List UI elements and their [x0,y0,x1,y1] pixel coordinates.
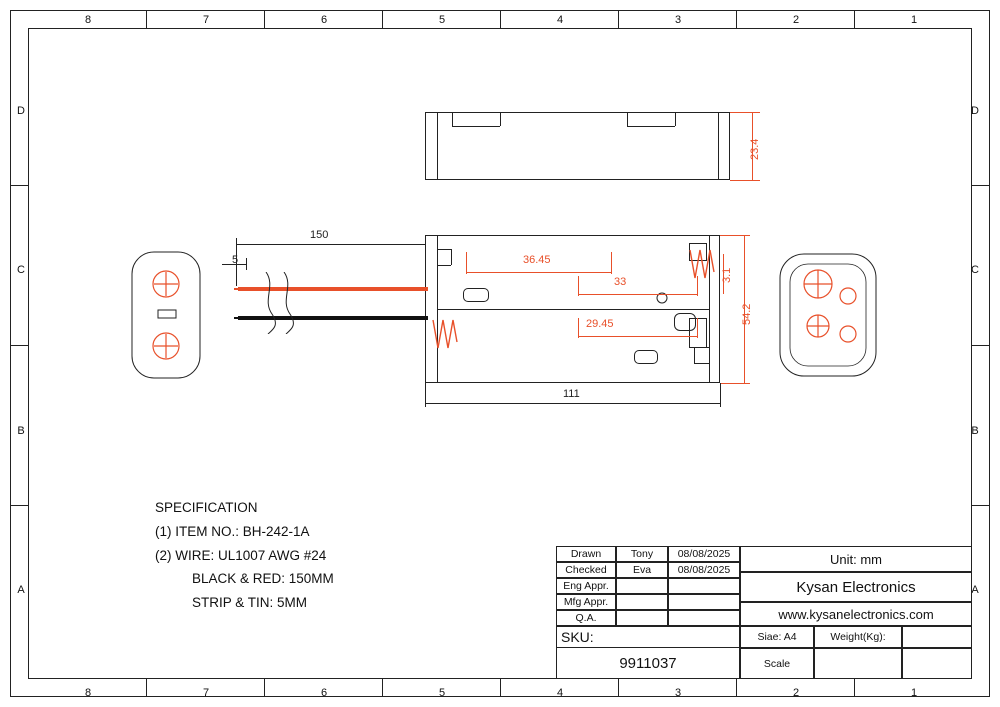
row-label-left-A: A [17,584,25,596]
frame-tick [382,10,383,28]
frame-tick [736,679,737,697]
spec-line-colors: BLACK & RED: 150MM [192,571,334,586]
end-view-right-outline [776,248,896,388]
row-label-right-B: B [971,425,979,437]
spec-line-item-no: (1) ITEM NO.: BH-242-1A [155,524,310,539]
dim-label-5: 5 [232,254,239,266]
end-view-left-outline [128,248,228,388]
row-label-left-D: D [17,105,25,117]
side-view-notch-right [627,126,675,127]
title-weight-label: Weight(Kg): [814,626,902,648]
dim-2945-ext-left [578,318,579,338]
dim-label-3-1: 3.1 [721,267,733,283]
dim-542-ext-top [720,235,750,236]
dim-33-line [578,294,698,295]
row-label-right-D: D [971,105,979,117]
dim-height-ext-bottom [730,180,760,181]
frame-tick [972,185,990,186]
side-view-notch-left [500,112,501,126]
title-row-label-eng-appr: Eng Appr. [556,578,616,594]
side-view-body [425,112,730,180]
frame-tick [10,505,28,506]
frame-tick [146,679,147,697]
title-row-label-qa: Q.A. [556,610,616,626]
col-label-bottom-1: 1 [910,687,918,699]
row-label-left-B: B [17,425,25,437]
dim-111-ext-right [720,383,721,407]
title-block [556,546,972,679]
dim-label-36-45: 36.45 [523,254,551,266]
col-label-bottom-8: 8 [84,687,92,699]
row-label-right-C: C [971,264,979,276]
col-label-bottom-5: 5 [438,687,446,699]
row-label-left-C: C [17,264,25,276]
dim-label-150: 150 [310,229,329,241]
dim-2945-line [578,336,698,337]
frame-tick [618,10,619,28]
title-row-date-eng-appr [668,578,740,594]
col-label-bottom-6: 6 [320,687,328,699]
frame-tick [854,679,855,697]
spec-heading: SPECIFICATION [155,500,258,515]
col-label-top-2: 2 [792,14,800,26]
title-row-name-checked: Eva [616,562,668,578]
spec-line-strip: STRIP & TIN: 5MM [192,595,308,610]
title-scale-value [814,648,902,679]
dim-label-29-45: 29.45 [586,318,614,330]
title-sku-label: SKU: [556,626,740,648]
holder-corner-notch [694,363,710,364]
holder-slot-right [674,313,696,331]
frame-tick [264,679,265,697]
dim-label-111: 111 [563,388,580,400]
spring-symbol-bottom [432,318,458,352]
col-label-top-4: 4 [556,14,564,26]
spring-symbol-top [689,248,715,282]
dim-3645-ext-left [466,252,467,274]
dim-542-ext-bottom [720,383,750,384]
frame-tick [972,505,990,506]
dim-height-ext-top [730,112,760,113]
title-website: www.kysanelectronics.com [740,602,972,626]
dim-5-ext [246,258,247,270]
frame-tick [854,10,855,28]
title-row-date-checked: 08/08/2025 [668,562,740,578]
title-row-label-checked: Checked [556,562,616,578]
dim-111-ext-left [425,383,426,407]
title-company: Kysan Electronics [740,572,972,602]
dim-33-ext-right [697,276,698,296]
dim-150-ext-right [425,236,426,246]
dim-33-ext-left [578,276,579,296]
holder-corner-notch [694,347,695,363]
side-view-notch-right [675,112,676,126]
wire-red-strip [234,288,248,290]
side-view-notch-left [452,126,500,127]
dim-3645-ext-right [611,252,612,274]
frame-tick [10,185,28,186]
frame-tick [264,10,265,28]
col-label-bottom-2: 2 [792,687,800,699]
dim-label-54-2: 54.2 [741,303,753,325]
col-label-bottom-3: 3 [674,687,682,699]
title-row-name-qa [616,610,668,626]
title-row-name-eng-appr [616,578,668,594]
holder-slot-upper [463,288,489,302]
title-row-label-mfg-appr: Mfg Appr. [556,594,616,610]
frame-tick [10,345,28,346]
title-sku-value: 9911037 [556,648,740,679]
frame-tick [736,10,737,28]
side-view-end-step-right [718,112,719,180]
dim-150-line [236,244,426,245]
holder-cell-divider [437,309,710,310]
frame-tick [382,679,383,697]
side-view-end-step-left [437,112,438,180]
title-row-date-drawn: 08/08/2025 [668,546,740,562]
frame-tick [146,10,147,28]
col-label-bottom-7: 7 [202,687,210,699]
frame-tick [972,345,990,346]
title-row-name-mfg-appr [616,594,668,610]
title-size-label: Siae: A4 [740,626,814,648]
spec-line-wire: (2) WIRE: UL1007 AWG #24 [155,548,327,563]
frame-tick [500,679,501,697]
dim-2945-ext-right [697,318,698,338]
col-label-top-6: 6 [320,14,328,26]
title-row-date-mfg-appr [668,594,740,610]
holder-slot-lower [634,350,658,364]
holder-corner-notch [437,265,451,266]
holder-corner-notch [437,249,451,250]
row-label-right-A: A [971,584,979,596]
title-row-date-qa [668,610,740,626]
wire-black-strip [234,317,248,319]
dim-label-33: 33 [614,276,627,288]
col-label-top-8: 8 [84,14,92,26]
dim-label-height-23-4: 23.4 [749,138,761,160]
frame-tick [500,10,501,28]
title-extra-top [902,626,972,648]
col-label-bottom-4: 4 [556,687,564,699]
col-label-top-5: 5 [438,14,446,26]
title-weight-value [902,648,972,679]
dim-3645-line [466,272,611,273]
wire-break-symbol [262,272,296,334]
title-row-name-drawn: Tony [616,546,668,562]
dim-111-line [425,403,720,404]
holder-corner-notch [451,249,452,265]
title-row-label-drawn: Drawn [556,546,616,562]
title-unit: Unit: mm [740,546,972,572]
col-label-top-3: 3 [674,14,682,26]
frame-tick [618,679,619,697]
side-view-notch-left [452,112,453,126]
title-scale-label: Scale [740,648,814,679]
col-label-top-1: 1 [910,14,918,26]
side-view-notch-right [627,112,628,126]
col-label-top-7: 7 [202,14,210,26]
